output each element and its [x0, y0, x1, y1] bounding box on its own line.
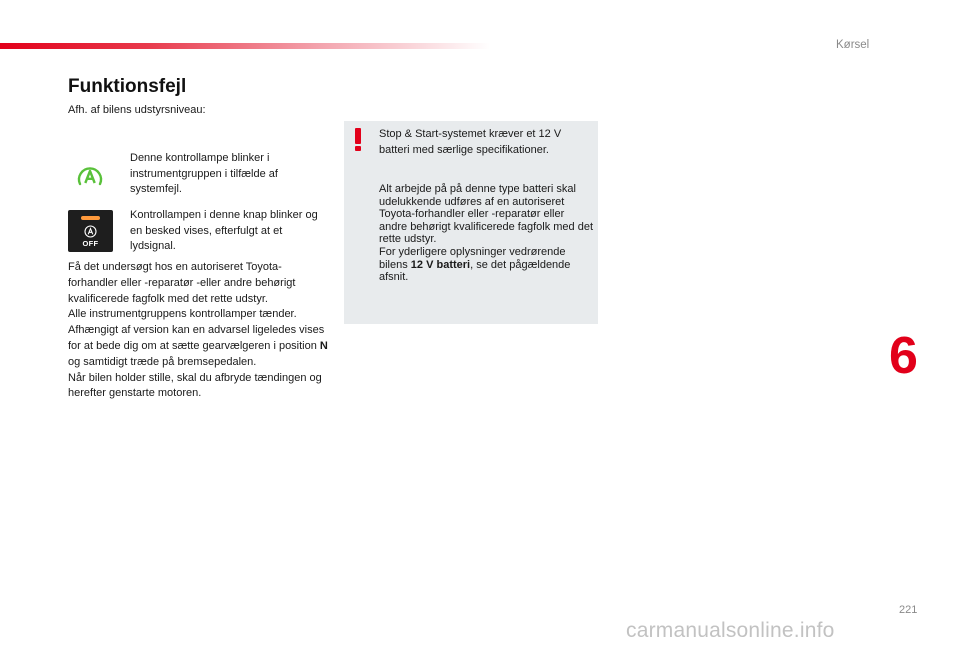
body-paragraph-2: Alle instrumentgruppens kontrollamper tænder. — [68, 308, 297, 321]
body-text — [68, 260, 330, 402]
off-label: OFF — [82, 239, 99, 248]
steering-assist-a-icon — [76, 163, 104, 191]
warning-exclamation-icon — [355, 128, 361, 152]
body-paragraph-3: Afhængigt af version kan en advarsel ligeledes vises for at bede dig om at sætte gearvælgeren i position N og samtidigt træde på bremsepedalen. — [68, 324, 328, 368]
lamp-description-2: Kontrollampen i denne knap blinker og en besked vises, efterfulgt at et lydsignal. — [130, 209, 318, 252]
lamp-description-1: Denne kontrollampe blinker i instrumentgruppen i tilfælde af systemfejl. — [130, 152, 278, 195]
indicator-bar — [81, 216, 100, 220]
battery-note-box — [344, 121, 598, 324]
note-paragraph-2: Alt arbejde på på denne type batteri skal udelukkende udføres af en autoriseret Toyota-forhandler eller -reparatør eller andre behørigt kvalificerede fagfolk med det rette udstyr. — [379, 183, 594, 246]
body-paragraph-4: Når bilen holder stille, skal du afbryde tændingen og herefter genstarte motoren. — [68, 371, 322, 400]
header-accent-bar — [0, 43, 490, 49]
section-label: Kørsel — [836, 39, 870, 51]
page-number: 221 — [899, 604, 918, 616]
page-title: Funktionsfejl — [68, 76, 187, 97]
a-off-button-icon — [68, 210, 113, 252]
a-circle-icon — [84, 225, 97, 238]
note-paragraph-3: For yderligere oplysninger vedrørende bilens 12 V batteri, se det pågældende afsnit. — [379, 245, 571, 284]
subtitle: Afh. af bilens udstyrsniveau: — [68, 104, 206, 116]
chapter-number: 6 — [889, 327, 918, 385]
body-paragraph-1: Få det undersøgt hos en autoriseret Toyota-forhandler eller -reparatør -eller andre behørigt kvalificerede fagfolk med det rette udstyr. — [68, 261, 296, 305]
note-paragraph-1: Stop & Start-systemet kræver et 12 V batteri med særlige specifikationer. — [379, 128, 562, 156]
note-paragraph-2-group — [379, 183, 594, 284]
watermark: carmanualsonline.info — [626, 619, 835, 642]
